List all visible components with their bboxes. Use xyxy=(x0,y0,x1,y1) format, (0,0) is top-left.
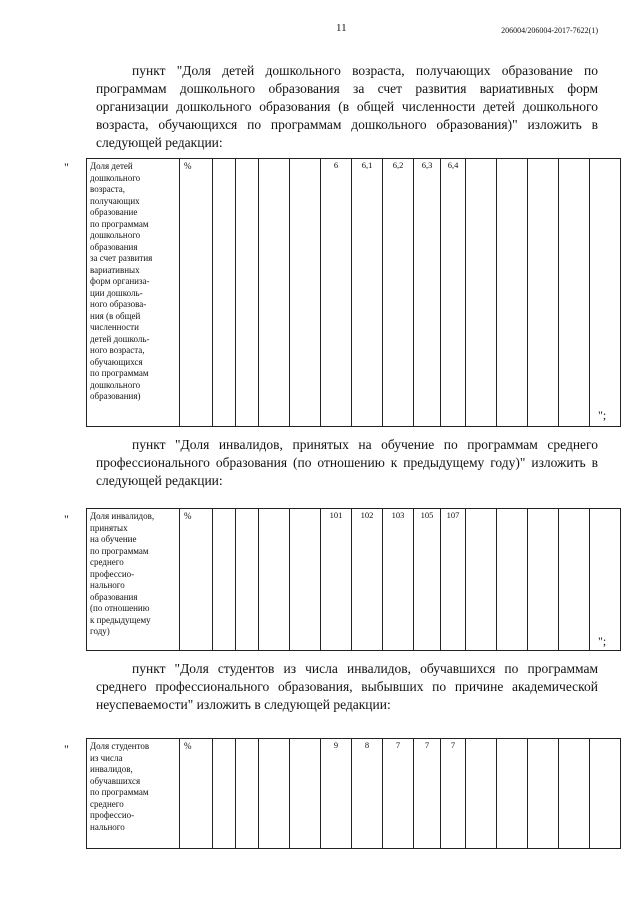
table1-label-line: дошкольного xyxy=(90,230,141,240)
table1-value-cell: 6,3 xyxy=(414,159,441,427)
table-1-open-quote: " xyxy=(64,160,69,174)
table2-value-cell xyxy=(497,509,528,651)
table1-label-line: обучающихся xyxy=(90,356,143,367)
table-3-unit: % xyxy=(180,739,213,849)
document-id: 206004/206004-2017-7622(1) xyxy=(501,26,598,35)
table-3-label xyxy=(87,739,180,849)
table2-label-line: к предыдущему xyxy=(90,614,151,625)
table2-value-cell xyxy=(236,509,259,651)
table-3 xyxy=(86,738,621,849)
table1-value-cell xyxy=(466,159,497,427)
table2-value-cell xyxy=(290,509,321,651)
table3-value-cell xyxy=(259,739,290,849)
table-2-label xyxy=(87,509,180,651)
table-3-open-quote: " xyxy=(64,742,69,756)
table1-value-cell xyxy=(497,159,528,427)
table3-value-cell xyxy=(559,739,590,849)
table2-label-line: среднего xyxy=(90,557,124,567)
table2-label-line: по программам xyxy=(90,545,149,556)
table1-label-line: по программам xyxy=(90,368,149,378)
paragraph-1-text: пункт "Доля детей дошкольного возраста, получающих образование по программам дошкольного образования за счет развития вариативных форм организации дошкольного образования (в общей численности детей дошкольного возраста, обучающихся по программам дошкольного образования)" изложить в следующей редакции: xyxy=(96,63,598,150)
table1-label-line: форм организа- xyxy=(90,276,150,286)
table3-value-cell: 7 xyxy=(383,739,414,849)
table3-value-cell xyxy=(466,739,497,849)
table2-value-cell: 103 xyxy=(383,509,414,651)
table1-label-line: по программам xyxy=(90,218,149,229)
table2-label-line: принятых xyxy=(90,522,128,533)
table2-label-line: профессио- xyxy=(90,568,135,579)
paragraph-2-text: пункт "Доля инвалидов, принятых на обучение по программам среднего профессионального образования (по отношению к предыдущему году)" изложить в следующей редакции: xyxy=(96,437,598,488)
table1-label-line: дошкольного xyxy=(90,379,141,390)
table1-label-line: возраста, xyxy=(90,184,126,194)
table2-value-cell xyxy=(528,509,559,651)
table2-value-cell xyxy=(559,509,590,651)
table1-value-cell: 6,1 xyxy=(352,159,383,427)
table1-label-line: Доля детей xyxy=(90,161,133,171)
page-number: 11 xyxy=(336,22,347,34)
table1-value-cell xyxy=(236,159,259,427)
table2-value-cell xyxy=(259,509,290,651)
table3-value-cell: 7 xyxy=(441,739,466,849)
table1-label-line: образование xyxy=(90,207,138,217)
table1-value-cell xyxy=(213,159,236,427)
table3-label-line: среднего xyxy=(90,798,124,809)
table1-value-cell xyxy=(528,159,559,427)
table2-label-line: Доля инвалидов, xyxy=(90,511,155,521)
table1-value-cell xyxy=(559,159,590,427)
table1-label-line: получающих xyxy=(90,195,140,206)
table3-value-cell xyxy=(528,739,559,849)
table2-label-line: на обучение xyxy=(90,534,137,544)
paragraph-3-text: пункт "Доля студентов из числа инвалидов, обучавшихся по программам среднего профессионального образования, выбывших по причине академической неуспеваемости" изложить в следующей редакции: xyxy=(96,661,598,712)
table2-value-cell xyxy=(213,509,236,651)
table1-label-line: ции дошколь- xyxy=(90,287,143,298)
table2-value-cell xyxy=(590,509,621,651)
table1-value-cell: 6,4 xyxy=(441,159,466,427)
table2-value-cell: 107 xyxy=(441,509,466,651)
table1-label-line: дошкольного xyxy=(90,172,141,183)
table2-value-cell: 101 xyxy=(321,509,352,651)
table1-value-cell: 6 xyxy=(321,159,352,427)
table2-value-cell: 105 xyxy=(414,509,441,651)
table3-value-cell xyxy=(290,739,321,849)
table2-label-line: году) xyxy=(90,626,110,636)
table3-value-cell xyxy=(236,739,259,849)
table-2-close-quote: "; xyxy=(598,634,607,648)
table1-label-line: детей дошколь- xyxy=(90,333,150,344)
table3-value-cell: 7 xyxy=(414,739,441,849)
table1-label-line: ного образова- xyxy=(90,299,147,309)
table1-label-line: ного возраста, xyxy=(90,345,145,355)
table2-value-cell: 102 xyxy=(352,509,383,651)
table2-label-line: нального xyxy=(90,580,125,590)
table3-label-line: профессио- xyxy=(90,810,135,820)
table-1-label xyxy=(87,159,180,427)
table3-label-line: инвалидов, xyxy=(90,764,133,774)
table3-label-line: обучавшихся xyxy=(90,775,141,786)
table3-label-line: нального xyxy=(90,821,125,832)
table1-value-cell xyxy=(290,159,321,427)
table1-label-line: вариативных xyxy=(90,264,140,275)
table1-label-line: образования xyxy=(90,241,138,252)
table1-label-line: ния (в общей xyxy=(90,310,141,321)
table1-label-line: за счет развития xyxy=(90,253,153,263)
table2-label-line: (по отношению xyxy=(90,603,150,613)
table1-value-cell xyxy=(259,159,290,427)
table-2-open-quote: " xyxy=(64,512,69,526)
table3-value-cell xyxy=(497,739,528,849)
table-1-unit: % xyxy=(180,159,213,427)
table1-label-line: численности xyxy=(90,322,139,332)
table3-label-line: из числа xyxy=(90,752,123,763)
table-1-close-quote: "; xyxy=(598,408,607,422)
table-2 xyxy=(86,508,621,651)
table1-value-cell: 6,2 xyxy=(383,159,414,427)
table2-value-cell xyxy=(466,509,497,651)
paragraph-3 xyxy=(96,660,598,714)
paragraph-2 xyxy=(96,436,598,490)
table-2-unit: % xyxy=(180,509,213,651)
table3-value-cell xyxy=(590,739,621,849)
table3-value-cell xyxy=(213,739,236,849)
paragraph-1 xyxy=(96,62,598,152)
table1-label-line: образования) xyxy=(90,391,141,401)
table-1 xyxy=(86,158,621,427)
table1-value-cell xyxy=(590,159,621,427)
table3-label-line: Доля студентов xyxy=(90,741,150,751)
table3-value-cell: 9 xyxy=(321,739,352,849)
table2-label-line: образования xyxy=(90,591,138,602)
table3-value-cell: 8 xyxy=(352,739,383,849)
table3-label-line: по программам xyxy=(90,787,149,797)
